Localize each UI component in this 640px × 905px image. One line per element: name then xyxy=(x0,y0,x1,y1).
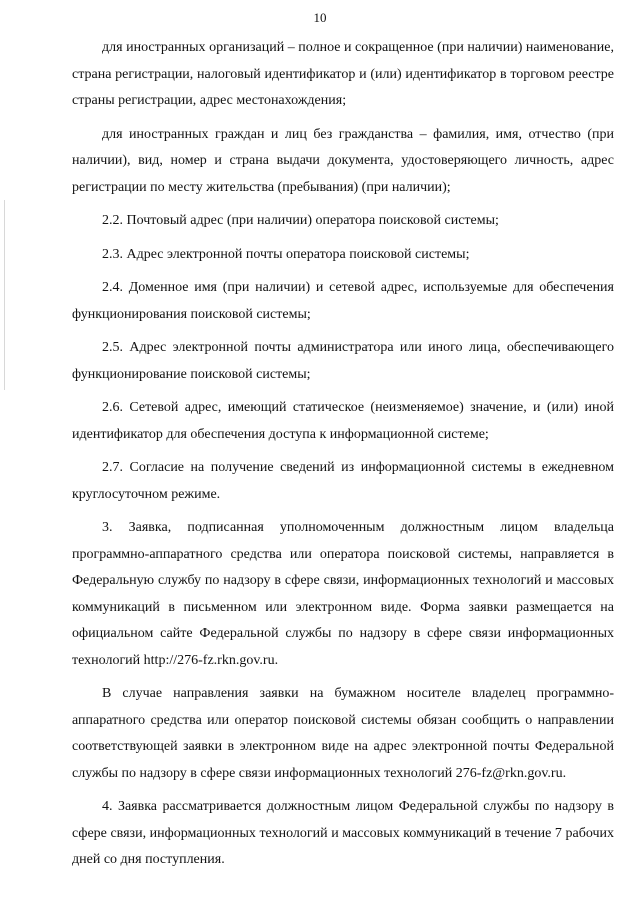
paragraph: 2.4. Доменное имя (при наличии) и сетевой адрес, используемые для обеспечения функционирования поисковой системы; xyxy=(72,280,614,322)
paragraph: 2.3. Адрес электронной почты оператора поисковой системы; xyxy=(102,246,470,262)
paragraph: 4. Заявка рассматривается должностным лицом Федеральной службы по надзору в сфере связи, информационных технологий и массовых коммуникаций в течение 7 рабочих дней со дня поступления. xyxy=(72,799,614,867)
page-number: 10 xyxy=(313,10,327,25)
paragraph: 2.5. Адрес электронной почты администратора или иного лица, обеспечивающего функционирование поисковой системы; xyxy=(72,340,614,382)
paragraph: для иностранных граждан и лиц без гражданства – фамилия, имя, отчество (при наличии), вид, номер и страна выдачи документа, удостоверяющего личность, адрес регистрации по месту жительства (пребывания) (при наличии); xyxy=(72,126,614,195)
paragraph: 3. Заявка, подписанная уполномоченным должностным лицом владельца программно-аппаратного средства или оператора поисковой системы, направляется в Федеральную службу по надзору в сфере связи, информационных технологий и массовых коммуникаций в письменном или электронном виде. Форма заявки размещается на официальном сайте Федеральной службы по надзору в сфере связи информационных технологий http://276-fz.rkn.gov.ru. xyxy=(72,520,614,668)
paragraph: В случае направления заявки на бумажном носителе владелец программно-аппаратного средства или оператор поисковой системы обязан сообщить о направлении соответствующей заявки в электронном виде на адрес электронной почты Федеральной службы по надзору в сфере связи информационных технологий 276-fz@rkn.gov.ru. xyxy=(72,686,614,781)
paragraph: 2.7. Согласие на получение сведений из информационной системы в ежедневном круглосуточном режиме. xyxy=(72,460,614,502)
scan-edge-mark xyxy=(4,200,5,390)
paragraph: 2.6. Сетевой адрес, имеющий статическое (неизменяемое) значение, и (или) иной идентификатор для обеспечения доступа к информационной системе; xyxy=(72,400,614,442)
paragraph: для иностранных организаций – полное и сокращенное (при наличии) наименование, страна регистрации, налоговый идентификатор и (или) идентификатор в торговом реестре страны регистрации, адрес местонахождения; xyxy=(72,40,614,108)
document-body xyxy=(72,35,614,881)
paragraph: 2.2. Почтовый адрес (при наличии) оператора поисковой системы; xyxy=(102,213,499,228)
